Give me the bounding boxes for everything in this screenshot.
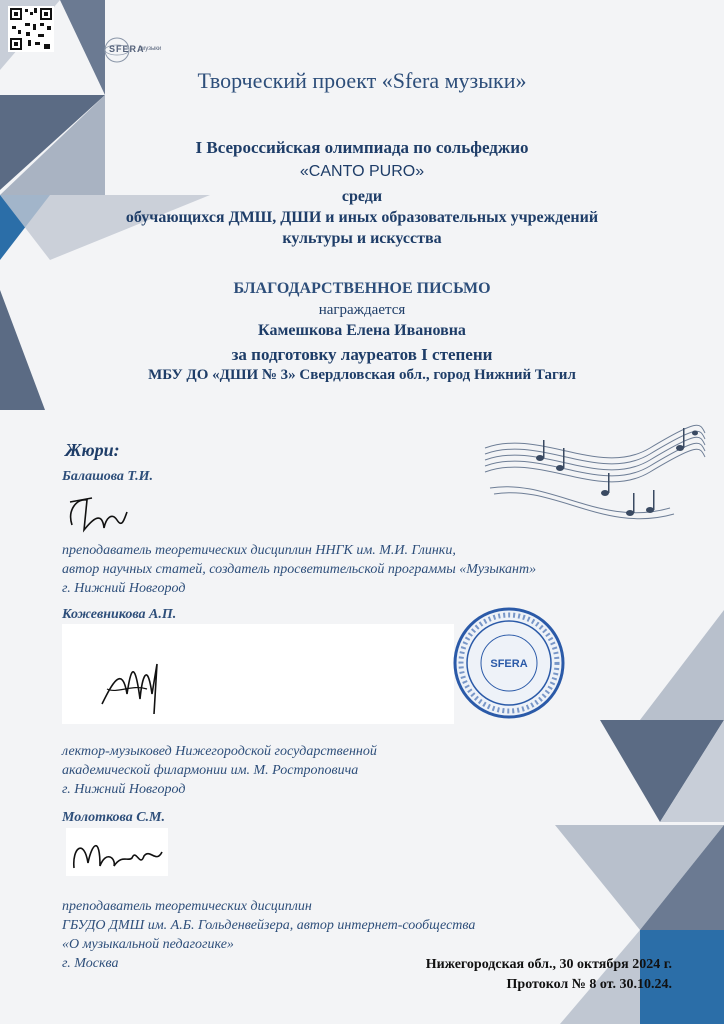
olympiad-audience-line1: обучающихся ДМШ, ДШИ и иных образовательных учреждений [125, 209, 599, 226]
jury-member-desc-line: г. Нижний Новгород [62, 782, 186, 797]
jury-member-desc-line: «О музыкальной педагогике» [62, 937, 234, 952]
jury-title: Жюри: [65, 440, 120, 460]
jury-member-desc-line: преподаватель теоретических дисциплин [62, 899, 312, 914]
jury-member-desc-line: академической филармонии им. М. Ростроповича [62, 763, 359, 778]
jury-member-description [62, 541, 536, 598]
awarded-label: награждается [318, 302, 406, 318]
jury-member-desc-line: г. Нижний Новгород [62, 581, 186, 596]
jury-member-desc-line: лектор-музыковед Нижегородской государственной [62, 744, 377, 759]
signature-area [62, 624, 454, 724]
olympiad-audience-line2: культуры и искусства [282, 230, 442, 247]
jury-member-description [62, 742, 377, 799]
signature-area [66, 828, 168, 876]
logo-subtext: музыки [141, 46, 162, 52]
qr-code [8, 6, 54, 52]
stamp-seal [452, 606, 566, 720]
protocol-number: Протокол № 8 от. 30.10.24. [506, 977, 672, 992]
jury-member-name: Молоткова С.М. [62, 810, 165, 825]
signature-image [92, 644, 172, 724]
signature-image [66, 828, 168, 876]
jury-member-name: Балашова Т.И. [62, 469, 153, 484]
jury-member-name: Кожевникова А.П. [62, 607, 177, 622]
recipient-name: Камешкова Елена Ивановна [258, 322, 466, 339]
signature-image [62, 490, 132, 540]
olympiad-among: среди [341, 188, 383, 205]
stamp-center-text: SFERA [490, 658, 528, 670]
project-title: Творческий проект «Sfera музыки» [197, 68, 527, 93]
jury-member-desc-line: преподаватель теоретических дисциплин ННГК им. М.И. Глинки, [62, 543, 456, 558]
jury-member-desc-line: ГБУДО ДМШ им. А.Б. Гольденвейзера, автор интернет-сообщества [62, 918, 476, 933]
olympiad-title: I Всероссийская олимпиада по сольфеджио [195, 138, 529, 157]
logo-text: SFERA [109, 44, 145, 54]
music-staff-illustration [480, 418, 710, 538]
jury-member-desc-line: г. Москва [62, 956, 119, 971]
place-date: Нижегородская обл., 30 октября 2024 г. [425, 957, 672, 972]
olympiad-name: «CANTO PURO» [299, 163, 425, 180]
recipient-organization: МБУ ДО «ДШИ № 3» Свердловская обл., город Нижний Тагил [148, 367, 576, 383]
award-reason: за подготовку лауреатов I степени [231, 345, 493, 364]
sfera-logo [103, 36, 173, 64]
document-title: БЛАГОДАРСТВЕННОЕ ПИСЬМО [233, 280, 491, 297]
jury-member-desc-line: автор научных статей, создатель просветительской программы «Музыкант» [62, 562, 537, 577]
